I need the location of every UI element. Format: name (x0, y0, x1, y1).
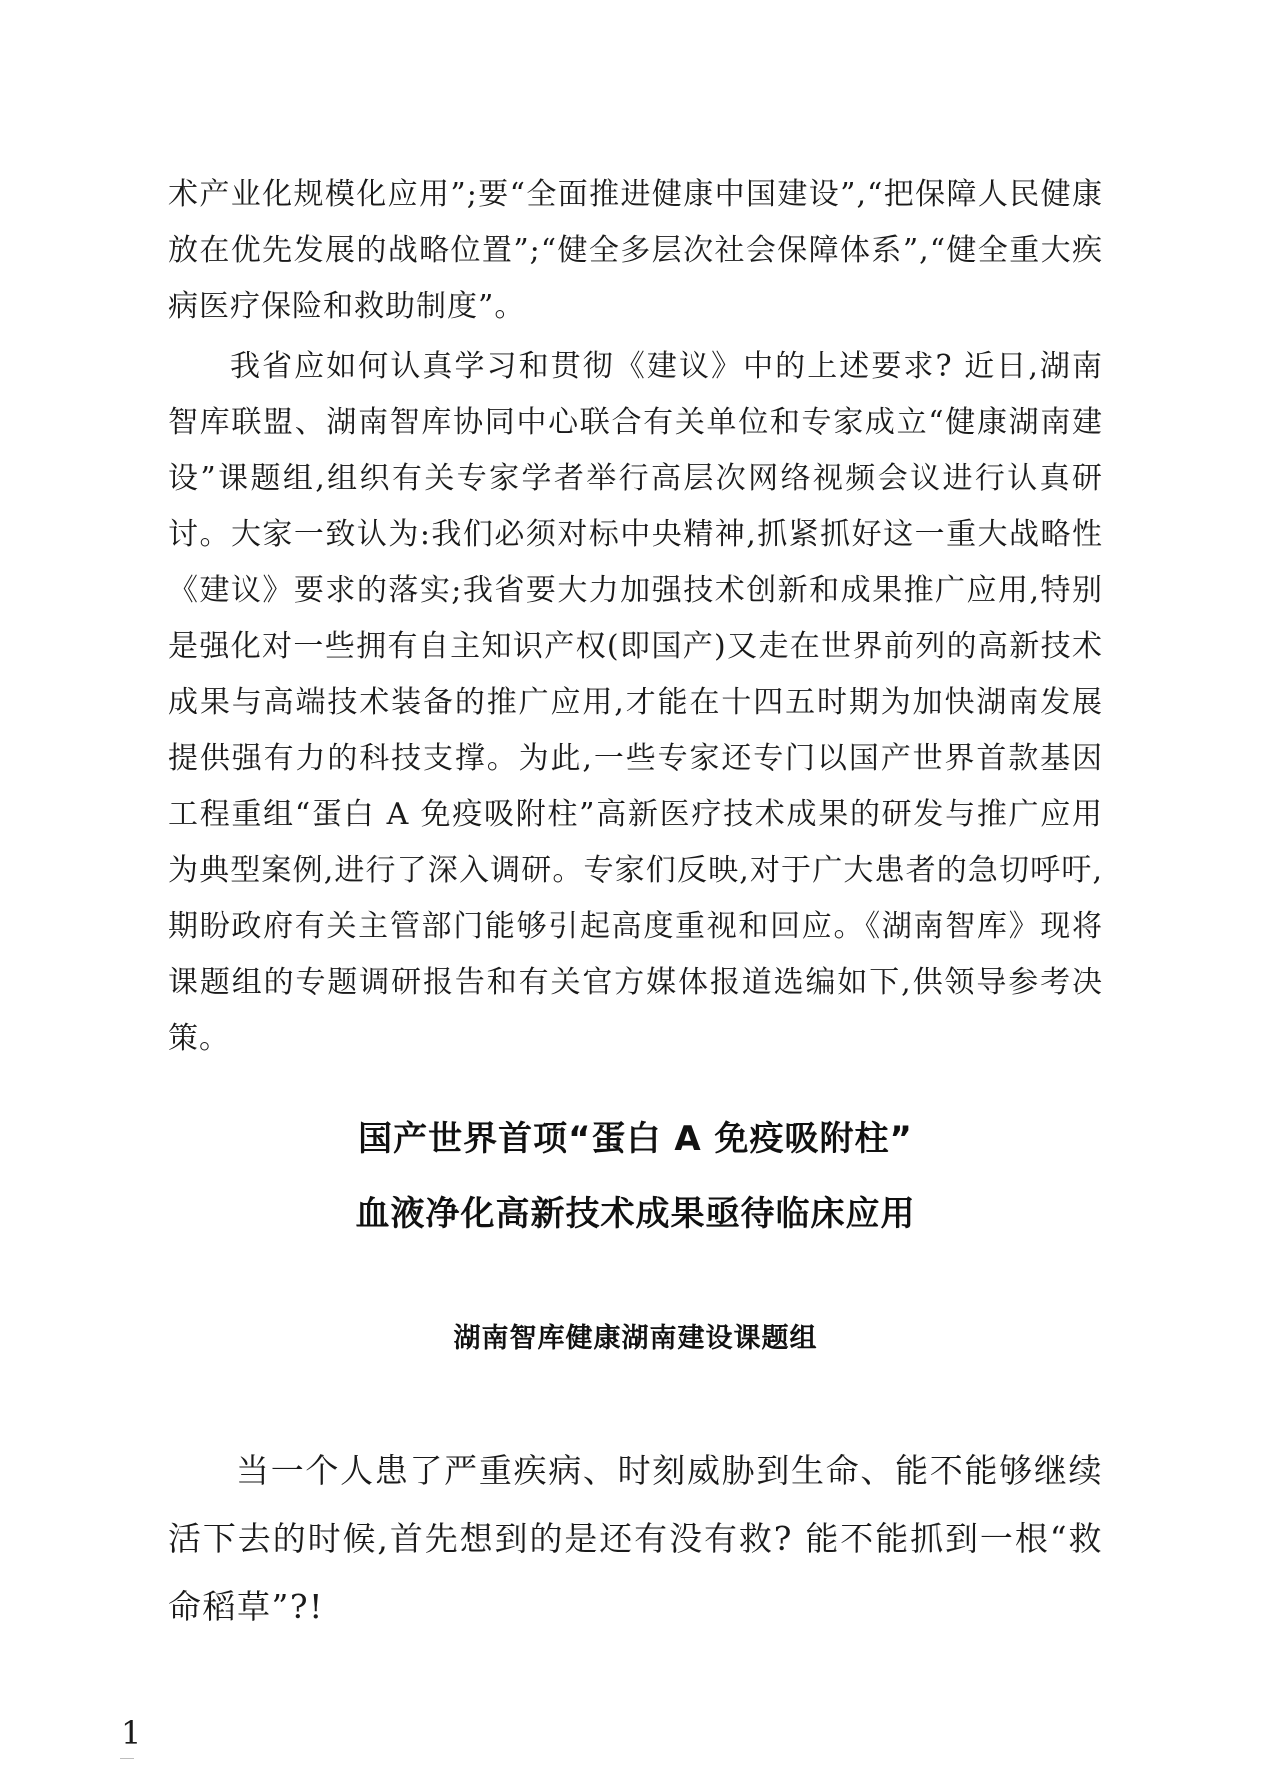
article-author: 湖南智库健康湖南建设课题组 (453, 1323, 818, 1354)
article-opening-paragraph: 当一个人患了严重疾病、时刻威胁到生命、能不能够继续活下去的时候,首先想到的是还有没有救? 能不能抓到一根“救命稻草”?! (168, 1451, 1103, 1626)
page-number-rule (120, 1758, 134, 1759)
article-title-line-1: 国产世界首项“蛋白 A 免疫吸附柱” (358, 1119, 913, 1159)
intro-paragraph-continued: 术产业化规模化应用”;要“全面推进健康中国建设”,“把保障人民健康放在优先发展的战略位置”;“健全多层次社会保障体系”,“健全重大疾病医疗保险和救助制度”。 (168, 177, 1103, 324)
page-number: 1 (121, 1714, 142, 1752)
intro-paragraph: 我省应如何认真学习和贯彻《建议》中的上述要求? 近日,湖南智库联盟、湖南智库协同中心联合有关单位和专家成立“健康湖南建设”课题组,组织有关专家学者举行高层次网络视频会议进行认真研讨。大家一致认为:我们必须对标中央精神,抓紧抓好这一重大战略性《建议》要求的落实;我省要大力加强技术创新和成果推广应用,特别是强化对一些拥有自主知识产权(即国产)又走在世界前列的高新技术成果与高端技术装备的推广应用,才能在十四五时期为加快湖南发展提供强有力的科技支撑。为此,一些专家还专门以国产世界首款基因工程重组“蛋白 A 免疫吸附柱”高新医疗技术成果的研发与推广应用为典型案例,进行了深入调研。专家们反映,对于广大患者的急切呼吁,期盼政府有关主管部门能够引起高度重视和回应。《湖南智库》现将课题组的专题调研报告和有关官方媒体报道选编如下,供领导参考决策。 (168, 349, 1103, 1056)
article-title-line-2: 血液净化高新技术成果亟待临床应用 (355, 1194, 916, 1234)
